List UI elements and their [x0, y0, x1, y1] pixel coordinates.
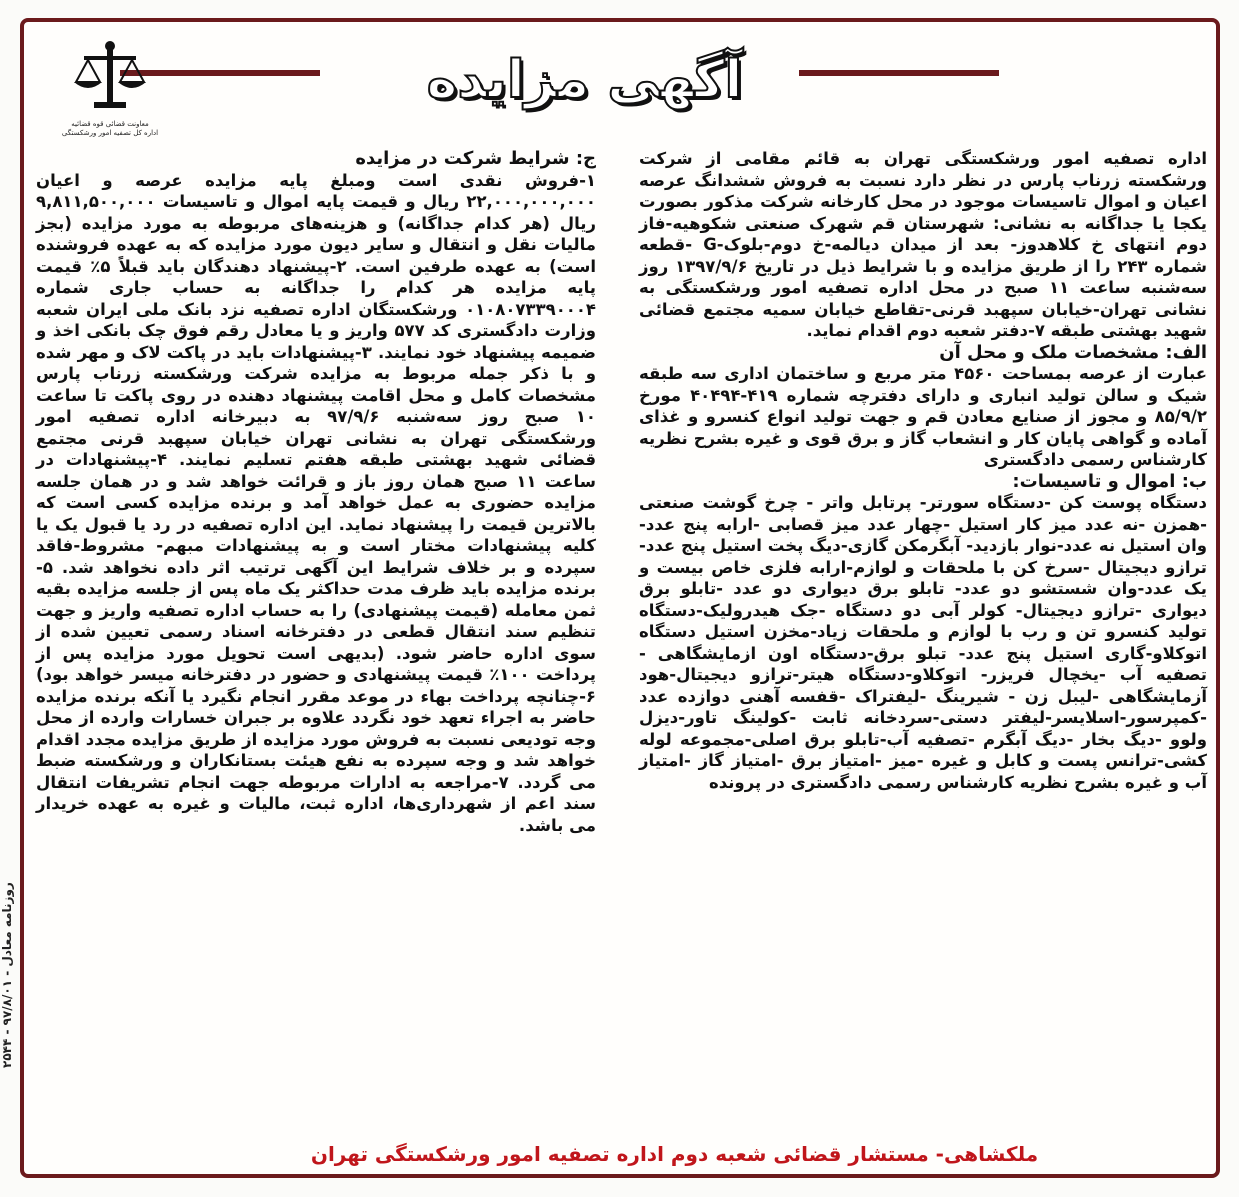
left-column [36, 148, 596, 836]
section-a-heading: الف: مشخصات ملک و محل آن [939, 341, 1207, 363]
page-title: آگهی مزایده [426, 50, 743, 110]
section-c-text: ۱-فروش نقدی است ومبلغ پایه مزایده عرصه و اعیان ۲۲,۰۰۰,۰۰۰,۰۰۰ ریال و قیمت پایه اموال و تاسیسات ۹,۸۱۱,۵۰۰,۰۰۰ ریال (هر کدام جداگانه) و هزینه‌های مربوطه به مورد مزایده (بجز مالیات نقل و انتقال و سایر دیون مورد مزایده که به عهده فروشنده است) به عهده طرفین است. ۲-پیشنهاد دهندگان باید قبلاً ۵٪ قیمت پایه مزایده هر کدام را جداگانه به حساب جاری شماره ۰۱۰۸۰۷۳۳۹۰۰۰۴ ورشکستگان اداره تصفیه نزد بانک ملی ایران شعبه وزارت دادگستری کد ۵۷۷ واریز و یا معادل رقم فوق چک بانکی اخذ و ضمیمه پیشنهاد خود نمایند. ۳-پیشنهادات باید در پاکت لاک و مهر شده و با ذکر جمله مربوط به مزایده شرکت ورشکسته زرناب پارس مشخصات کامل و محل اقامت پیشنهاد دهنده در روی پاکت تا ساعت ۱۰ صبح روز سه‌شنبه ۹۷/۹/۶ به دبیرخانه اداره تصفیه امور ورشکستگی تهران به نشانی تهران خیابان سپهبد قرنی مجتمع قضائی شهید بهشتی طبقه هفتم تسلیم نمایند. ۴-پیشنهادات در ساعت ۱۱ صبح همان روز باز و قرائت خواهد شد و در همان جلسه مزایده حضوری به عمل خواهد آمد و برنده مزایده کسی است که بالاترین قیمت را پیشنهاد نماید. این اداره تصفیه در رد یا قبول یک یا کلیه پیشنهادات مختار است و به پیشنهادات مبهم- مشروط-فاقد سپرده و بر خلاف شرایط این آگهی ترتیب اثر داده نخواهد شد. ۵-برنده مزایده باید ظرف مدت حداکثر یک ماه پس از جلسه مزایده بقیه ثمن معامله (قیمت پیشنهادی) را به حساب اداره تصفیه واریز و جهت تنظیم سند انتقال قطعی در دفترخانه اسناد رسمی تعیین شده از سوی اداره حاضر شود. (بدیهی است تحویل مورد مزایده پس از پرداخت ۱۰۰٪ قیمت پیشنهادی و حضور در دفترخانه میسر خواهد بود) ۶-چنانچه پرداخت بهاء در موعد مقرر انجام نگیرد یا آنکه برنده مزایده حاضر به اجراء تعهد خود نگردد علاوه بر جبران خسارات وارده از محل وجه تودیعی نسبت به فروش مورد مزایده از طریق مزایده مجدد اقدام خواهد شد و وجه سپرده به نفع هیئت بستانکاران و ورشکسته ضبط می گردد. ۷-مراجعه به ادارات مربوطه جهت انجام تشریفات انتقال سند اعم از شهرداری‌ها، اداره ثبت، مالیات و غیره به عهده خریدار می باشد. [36, 170, 597, 835]
judiciary-emblem [55, 38, 165, 148]
scales-of-justice-icon [70, 38, 150, 118]
section-b-text: دستگاه پوست کن -دستگاه سورتر- پرتابل واتر - چرخ گوشت صنعتی -همزن -نه عدد میز کار استیل -چهار عدد میز قصابی -ارابه پنج عدد- وان استیل نه عدد-نوار بازدید- آبگرمکن گازی-دیگ پخت استیل پنج عدد- ترازو دیجیتال -سرخ کن با ملحقات و لوازم-ارابه فلزی خاص بیست و یک عدد-وان شستشو دو عدد- تابلو برق دیواری دو عدد -تابلو برق دیواری -ترازو دیجیتال- کولر آبی دو دستگاه -جک هیدرولیک-دستگاه تولید کنسرو تن و رب با لوازم و ملحقات زیاد-مخزن استیل دستگاه اتوکلاو-گاری استیل پنج عدد- تبلو برق-دستگاه اون ازمایشگاهی - تصفیه آب -یخچال فریزر- اتوکلاو-دستگاه هیتر-ترازو دیجیتال-هود آزمایشگاهی -لیبل زن - شیرینگ -لیفتراک -قفسه آهنی دوازده عدد -کمپرسور-اسلایسر-لیفتر دستی-سردخانه ثابت -کولینگ تاور-دیزل ولوو -دیگ بخار -دیگ آبگرم -تصفیه آب-تابلو برق اصلی-مجموعه لوله کشی-ترانس پست و کابل و غیره -میز -امتیاز برق -امتیاز گاز -امتیاز آب و غیره بشرح نظریه کارشناس رسمی دادگستری در پرونده [639, 493, 1207, 792]
intro-text: به قائم مقامی از شرکت ورشکسته زرناب پارس در نظر دارد نسبت به فروش ششدانگ عرصه اعیان و اموال تاسیسات موجود در محل کارخانه شرکت مذکور بصورت یکجا یا جداگانه به نشانی: شهرستان قم شهرک صنعتی شکوهیه-فاز دوم انتهای خ کلاهدوز- بعد از میدان دیالمه-خ دوم-بلوک-G -قطعه شماره ۲۴۳ را از طریق مزایده و با شرایط ذیل در تاریخ ۱۳۹۷/۹/۶ روز سه‌شنبه ساعت ۱۱ صبح در محل اداره تصفیه امور ورشکستگی به نشانی تهران-خیابان سپهبد قرنی-تقاطع خیابان سمیه مجتمع قضائی شهید بهشتی طبقه ۷-دفتر شعبه دوم اقدام نماید. [639, 149, 1208, 340]
emblem-caption: معاونت قضائی قوه قضائیه اداره کل تصفیه امور ورشکستگی [61, 120, 159, 138]
section-a-text: عبارت از عرصه بمساحت ۴۵۶۰ متر مربع و ساختمان اداری سه طبقه شیک و سالن تولید انباری و دارای دفترچه شماره ۴۱۹-۴۰۴۹۴ مورخ ۸۵/۹/۲ و مجوز از صنایع معادن قم و جهت تولید انواع کنسرو و غذای آماده و گواهی پایان کار و انشعاب گاز و برق قوی و غیره بشرح نظریه کارشناس رسمی دادگستری [639, 364, 1207, 469]
signature-footer: ملکشاهی- مستشار قضائی شعبه دوم اداره تصفیه امور ورشکستگی تهران [310, 1142, 1039, 1166]
org-name: اداره تصفیه امور ورشکستگی تهران [883, 149, 1208, 168]
title-bar [150, 30, 1019, 130]
section-b-heading: ب: اموال و تاسیسات: [1012, 470, 1207, 492]
intro-paragraph [639, 148, 1207, 342]
section-c-heading: ج: شرایط شرکت در مزایده [355, 148, 596, 169]
newspaper-side-label: روزنامه معادل - ۹۷/۸/۰۱ - ۲۵۴۴ [0, 882, 14, 1068]
right-column [639, 148, 1207, 793]
